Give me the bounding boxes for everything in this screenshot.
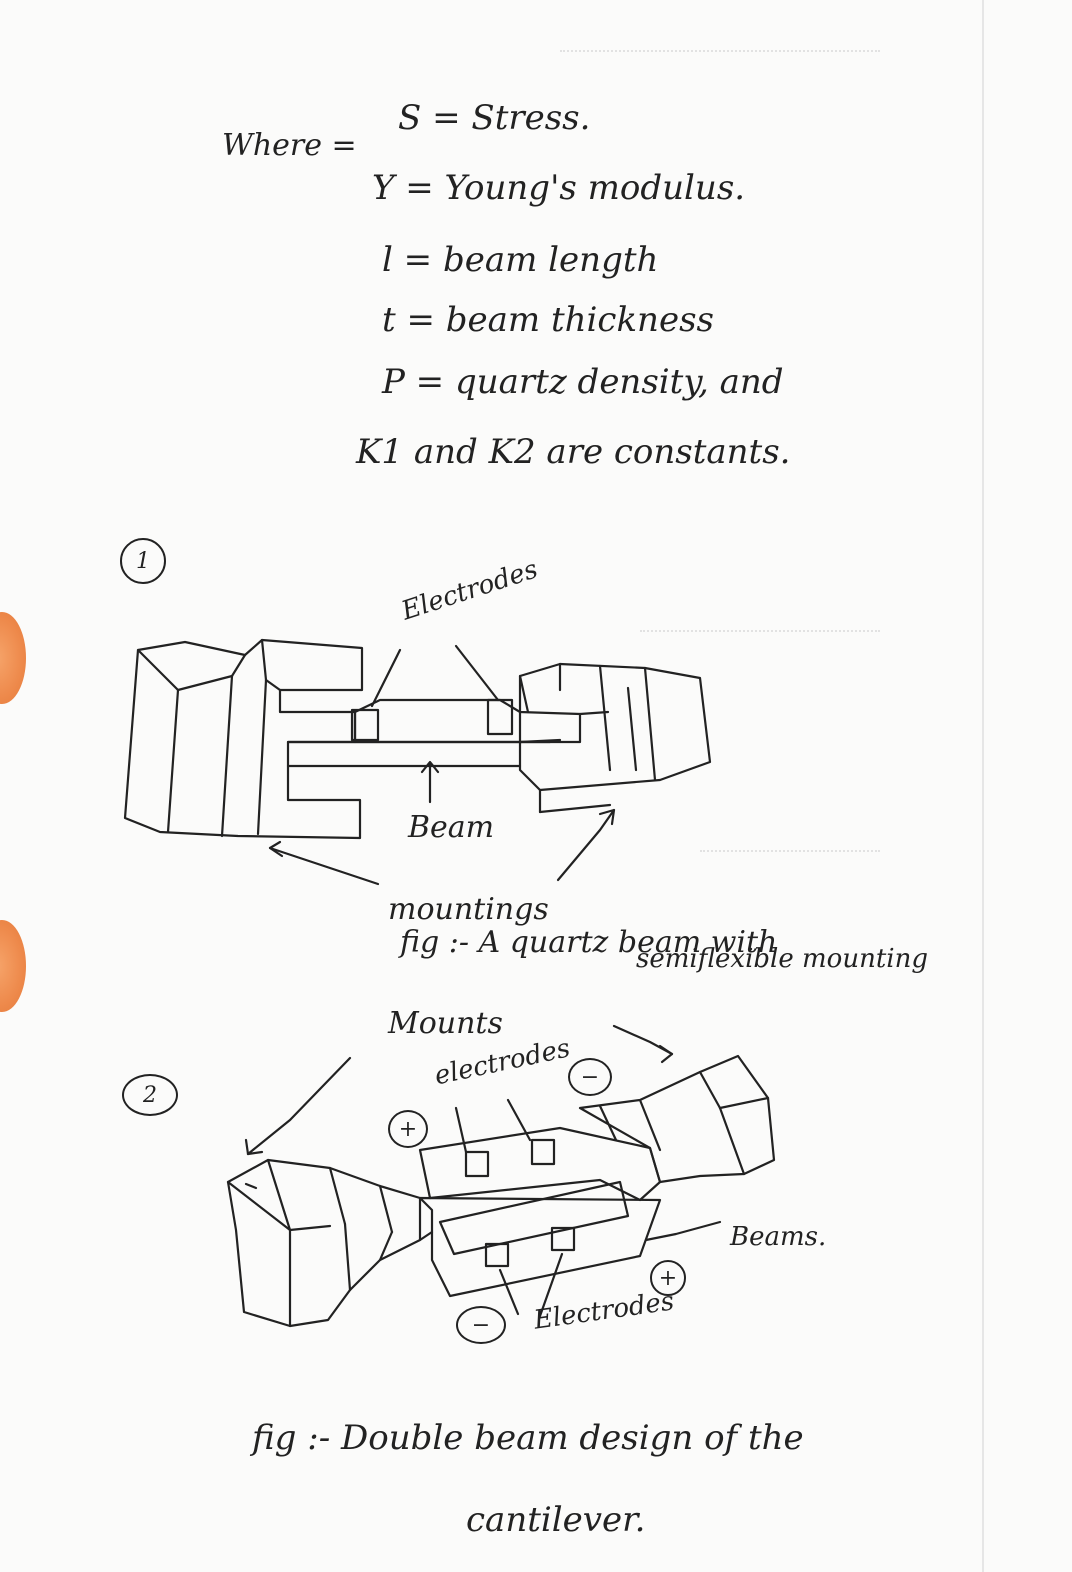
plus-top-sign: +	[388, 1110, 428, 1148]
minus-top-sign: −	[568, 1058, 612, 1096]
mountings-label: mountings	[388, 892, 549, 927]
figure-1-caption-line2: semiflexible mounting	[636, 944, 928, 974]
constants-definition: K1 and K2 are constants.	[356, 432, 791, 472]
electrodes-top-label: electrodes	[432, 1033, 573, 1092]
figure-1-number: 1	[120, 538, 166, 584]
beam-length-definition: l = beam length	[382, 240, 659, 280]
quartz-density-definition: P = quartz density, and	[382, 362, 784, 402]
figure-1-caption-line1: fig :- A quartz beam with	[400, 925, 778, 960]
stress-definition: S = Stress.	[398, 98, 591, 138]
minus-bottom-sign: −	[456, 1306, 506, 1344]
figure-2-caption-line1: fig :- Double beam design of the	[252, 1418, 804, 1458]
beams-label: Beams.	[730, 1222, 827, 1252]
mounts-label: Mounts	[388, 1006, 503, 1041]
beam-label: Beam	[408, 810, 495, 845]
figure-2-number: 2	[122, 1074, 178, 1116]
beam-thickness-definition: t = beam thickness	[382, 300, 714, 340]
plus-bottom-sign: +	[650, 1260, 686, 1296]
electrodes-label: Electrodes	[398, 554, 542, 627]
electrodes-bottom-label: Electrodes	[532, 1286, 676, 1336]
youngs-modulus-definition: Y = Young's modulus.	[372, 168, 746, 208]
where-label: Where =	[222, 128, 357, 163]
figure-2-caption-line2: cantilever.	[466, 1500, 646, 1540]
